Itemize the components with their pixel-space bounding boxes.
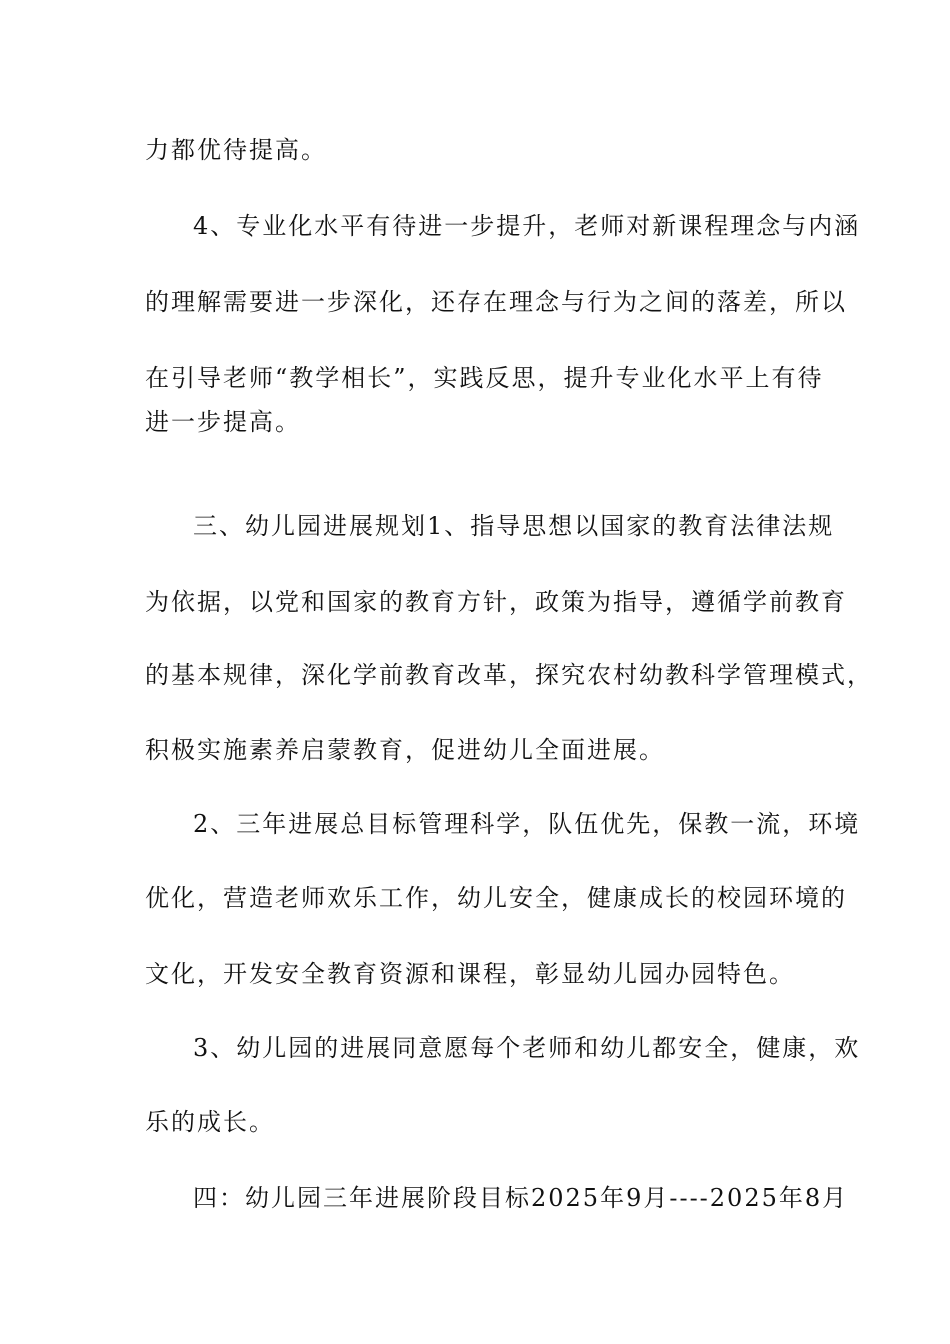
- text-line: 进一步提高。: [145, 408, 301, 436]
- text-line: 优化，营造老师欢乐工作，幼儿安全，健康成长的校园环境的: [145, 884, 847, 912]
- text-line: 力都优待提高。: [145, 136, 327, 164]
- paragraph-first-line: 3、幼儿园的进展同意愿每个老师和幼儿都安全，健康，欢: [193, 1034, 861, 1062]
- paragraph-first-line: 三、幼儿园进展规划1、指导思想以国家的教育法律法规: [193, 512, 835, 540]
- text-line: 的基本规律，深化学前教育改革，探究农村幼教科学管理模式，: [145, 661, 873, 689]
- text-line: 的理解需要进一步深化，还存在理念与行为之间的落差，所以: [145, 288, 847, 316]
- text-line: 文化，开发安全教育资源和课程，彰显幼儿园办园特色。: [145, 960, 795, 988]
- text-line: 为依据，以党和国家的教育方针，政策为指导，遵循学前教育: [145, 588, 847, 616]
- text-line: 积极实施素养启蒙教育，促进幼儿全面进展。: [145, 736, 665, 764]
- paragraph-first-line: 4、专业化水平有待进一步提升，老师对新课程理念与内涵: [193, 212, 861, 240]
- text-line: 乐的成长。: [145, 1108, 275, 1136]
- paragraph-first-line: 2、三年进展总目标管理科学，队伍优先，保教一流，环境: [193, 810, 861, 838]
- text-line: 在引导老师“教学相长”，实践反思，提升专业化水平上有待: [145, 364, 824, 392]
- paragraph-first-line: 四：幼儿园三年进展阶段目标2025年9月----2025年8月: [193, 1184, 849, 1212]
